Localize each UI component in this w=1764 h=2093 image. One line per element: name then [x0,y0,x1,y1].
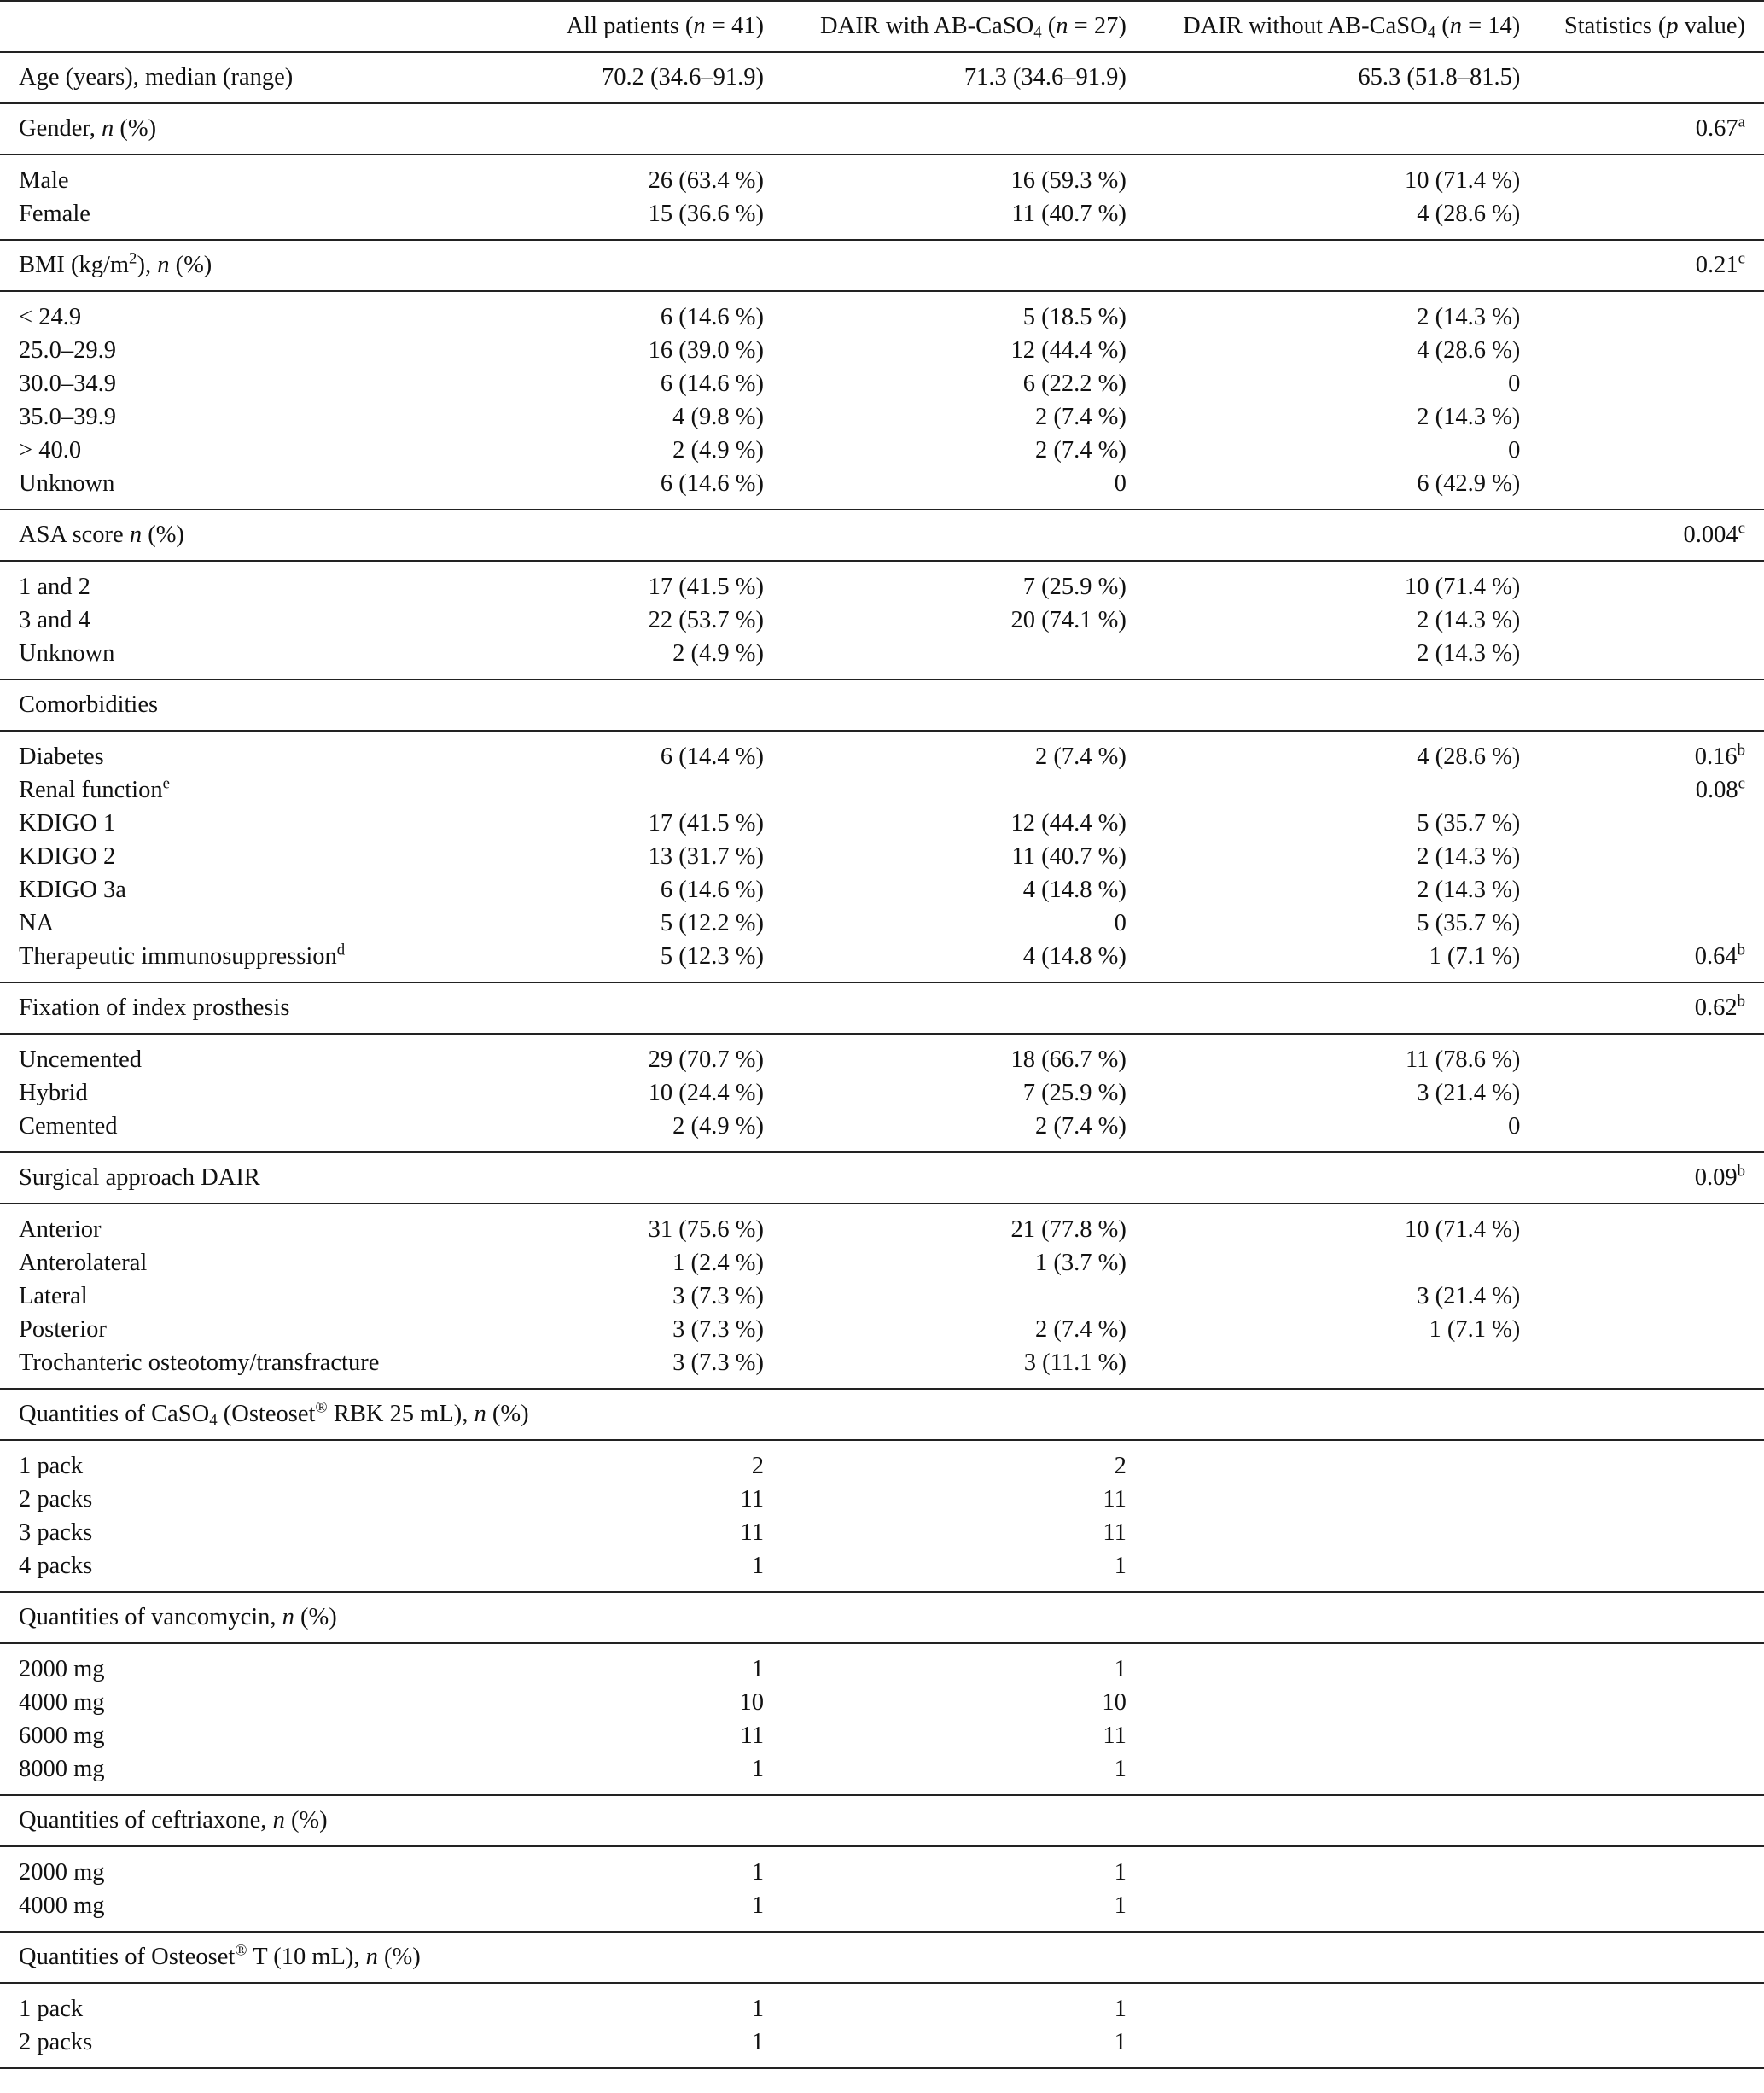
cell-with: 4 (14.8 %) [1022,942,1127,970]
header-dair-without: DAIR without AB-CaSO$_4$ (n = 14) [1145,1,1539,52]
table-row [0,1280,1764,1313]
cell-with: 2 (7.4 %) [1034,1112,1127,1140]
cell-all: 1 [751,1755,764,1782]
age-row [0,52,1764,103]
row-label: 2 packs [19,2028,93,2055]
cell-with: 1 [1114,1892,1127,1919]
cell-all: 1 [751,1858,764,1886]
cell-all: 11 [740,1722,764,1749]
table-row [0,570,1764,603]
cell-all: 29 (70.7 %) [648,1046,764,1073]
row-label: Age (years), median (range) [0,52,548,103]
section-label: ASA score n (%) [0,510,548,561]
cell-all: 13 (31.7 %) [648,842,764,870]
cell-without: 3 (21.4 %) [1417,1079,1521,1106]
cell-with: 2 [1114,1452,1127,1479]
cell-without: 2 (14.3 %) [1417,403,1521,430]
table-row [0,1110,1764,1143]
p-value: 0.004$^c$ [1539,510,1764,561]
table-row [0,1856,1764,1889]
cell-with: 1 [1114,1655,1127,1682]
cell-without: 2 (14.3 %) [1417,606,1521,633]
cell-without: 10 (71.4 %) [1404,573,1521,600]
cell-without: 4 (28.6 %) [1417,200,1521,227]
section-caso4-quantities [0,1389,1764,1440]
row-label: 25.0–29.9 [19,336,116,364]
cell-all: 10 (24.4 %) [648,1079,764,1106]
cell-without: 2 (14.3 %) [1417,876,1521,903]
cell-all: 15 (36.6 %) [648,200,764,227]
row-label: Uncemented [19,1046,143,1073]
cell-with: 1 (3.7 %) [1034,1249,1127,1276]
cell-with: 2 (7.4 %) [1034,403,1127,430]
p-value: 0.67$^a$ [1539,103,1764,154]
cell-with: 20 (74.1 %) [1010,606,1127,633]
p-value: 0.62$^b$ [1539,982,1764,1034]
table-row [0,1313,1764,1346]
cell-all: 11 [740,1519,764,1546]
table-row [0,1483,1764,1516]
row-label: Posterior [19,1315,107,1343]
table-row [0,197,1764,230]
row-label: Therapeutic immunosuppression$^d$ [19,941,346,970]
cell-with [783,1280,1145,1313]
row-label: 6000 mg [19,1722,105,1749]
row-label: 4000 mg [19,1892,105,1919]
cell-all: 31 (75.6 %) [648,1216,764,1243]
section-label: Quantities of Osteoset® T (10 mL), n (%) [0,1932,548,1983]
cell-with: 16 (59.3 %) [1010,166,1127,194]
table-row [0,1213,1764,1246]
table-row [0,434,1764,467]
cell-with: 12 (44.4 %) [1010,336,1127,364]
cell-with: 2 (7.4 %) [1034,743,1127,770]
section-asa [0,510,1764,561]
table-row [0,1752,1764,1786]
table-row [0,300,1764,334]
section-comorbidities [0,679,1764,731]
table-row [0,2026,1764,2059]
cell-with: 2 (7.4 %) [1034,1315,1127,1343]
cell-without: 4 (28.6 %) [1417,743,1521,770]
table-row [0,1346,1764,1379]
p-value: 0.64$^b$ [1694,941,1745,970]
table-row [0,807,1764,840]
cell-without: 4 (28.6 %) [1417,336,1521,364]
row-label: Anterolateral [19,1249,148,1276]
cell-all: 10 [739,1688,764,1716]
cell-without: 5 (35.7 %) [1417,909,1521,936]
cell-all: 3 (7.3 %) [672,1282,764,1309]
cell-with: 1 [1114,1995,1127,2022]
row-label: 1 pack [19,1452,84,1479]
cell-without: 2 (14.3 %) [1417,303,1521,330]
section-label: Fixation of index prosthesis [0,982,548,1034]
cell-with: 3 (11.1 %) [1023,1349,1127,1376]
table-row [0,1719,1764,1752]
section-ceftriaxone-quantities [0,1795,1764,1846]
table-row [0,467,1764,500]
cell-all: 3 (7.3 %) [672,1315,764,1343]
row-label: 1 pack [19,1995,84,2022]
cell-all: 16 (39.0 %) [648,336,764,364]
table-row [0,1992,1764,2026]
p-value: 0.08$^c$ [1695,774,1745,803]
cell-all: 22 (53.7 %) [648,606,764,633]
table-row [0,940,1764,973]
cell-all: 26 (63.4 %) [648,166,764,194]
row-label: 2000 mg [19,1858,105,1886]
row-label: 4 packs [19,1552,93,1579]
cell-all: 5 (12.2 %) [660,909,764,936]
cell-with: 1 [1114,1858,1127,1886]
cell-all: 70.2 (34.6–91.9) [548,52,783,103]
cell-without: 2 (14.3 %) [1417,639,1521,667]
table-row [0,1449,1764,1483]
header-row [0,1,1764,52]
header-blank [0,1,548,52]
section-label: Gender, n (%) [0,103,548,154]
section-label: Quantities of CaSO$_4$ (Osteoset® RBK 25 mL), n (%) [0,1389,548,1440]
section-vancomycin-quantities [0,1592,1764,1643]
row-label: 4000 mg [19,1688,105,1716]
cell-with: 7 (25.9 %) [1022,573,1127,600]
cell-all: 1 [751,1655,764,1682]
cell-with: 0 [1114,909,1127,936]
cell-with: 11 [1103,1485,1127,1513]
cell-with: 10 [1102,1688,1127,1716]
p-value: 0.16$^b$ [1694,741,1745,770]
p-value: 0.21$^c$ [1539,240,1764,291]
table-row [0,840,1764,873]
section-bmi [0,240,1764,291]
cell-with: 11 (40.7 %) [1011,200,1127,227]
section-approach [0,1152,1764,1204]
cell-without: 1 (7.1 %) [1429,942,1521,970]
section-label: Comorbidities [0,679,548,731]
cell-with: 5 (18.5 %) [1022,303,1127,330]
cell-without: 6 (42.9 %) [1417,469,1521,497]
table-row [0,740,1764,773]
row-label: Trochanteric osteotomy/transfracture [19,1349,380,1376]
section-label: Quantities of vancomycin, n (%) [0,1592,548,1643]
cell-with: 0 [1114,469,1127,497]
table-row [0,164,1764,197]
table-row [0,1043,1764,1076]
section-osteoset-t-quantities [0,1932,1764,1983]
row-label: < 24.9 [19,303,82,330]
cell-all: 3 (7.3 %) [672,1349,764,1376]
row-label: Anterior [19,1216,102,1243]
cell-all: 2 (4.9 %) [672,1112,764,1140]
cell-all: 6 (14.4 %) [660,743,764,770]
table-row [0,1549,1764,1583]
row-label: Renal function$^e$ [19,774,170,803]
row-label: Female [19,200,90,227]
cell-without: 10 (71.4 %) [1404,166,1521,194]
row-label: Hybrid [19,1079,88,1106]
row-label: KDIGO 1 [19,809,116,837]
row-label: Unknown [19,639,115,667]
row-label: 1 and 2 [19,573,90,600]
row-label: > 40.0 [19,436,82,463]
row-label: KDIGO 2 [19,842,116,870]
cell-all: 11 [740,1485,764,1513]
cell-with: 1 [1114,1552,1127,1579]
table-row [0,1076,1764,1110]
cell-with: 7 (25.9 %) [1022,1079,1127,1106]
header-statistics: Statistics (p value) [1539,1,1764,52]
row-label: 3 and 4 [19,606,90,633]
row-label: 8000 mg [19,1755,105,1782]
cell-with: 71.3 (34.6–91.9) [783,52,1145,103]
cell-all: 1 (2.4 %) [672,1249,764,1276]
section-gender [0,103,1764,154]
cell-all: 5 (12.3 %) [660,942,764,970]
cell-all: 1 [751,1995,764,2022]
cell-all: 2 (4.9 %) [672,436,764,463]
cell-without: 3 (21.4 %) [1417,1282,1521,1309]
cell-all: 1 [751,1552,764,1579]
cell-with: 12 (44.4 %) [1010,809,1127,837]
cell-without: 0 [1508,370,1521,397]
cell-all: 6 (14.6 %) [660,303,764,330]
cell-with: 4 (14.8 %) [1022,876,1127,903]
cell-without: 10 (71.4 %) [1404,1216,1521,1243]
row-label: 2 packs [19,1485,93,1513]
cell-with [783,637,1145,670]
cell-without [1145,1346,1539,1379]
row-label: 3 packs [19,1519,93,1546]
table-row [0,1686,1764,1719]
section-label: Surgical approach DAIR [0,1152,548,1204]
table-row [0,603,1764,637]
section-fixation [0,982,1764,1034]
header-all-patients: All patients (n = 41) [548,1,783,52]
table-row [0,1653,1764,1686]
cell-with: 1 [1114,2028,1127,2055]
cell-without: 0 [1508,1112,1521,1140]
row-label: KDIGO 3a [19,876,126,903]
row-label: Diabetes [19,743,104,770]
cell-with: 2 (7.4 %) [1034,436,1127,463]
table-row [0,907,1764,940]
cell-all: 17 (41.5 %) [648,809,764,837]
table-row [0,334,1764,367]
cell-without: 5 (35.7 %) [1417,809,1521,837]
cell-with: 18 (66.7 %) [1010,1046,1127,1073]
table-row [0,873,1764,907]
table-row [0,367,1764,400]
table-row [0,773,1764,807]
cell-all: 6 (14.6 %) [660,469,764,497]
row-label: NA [19,909,55,936]
table-row [0,1516,1764,1549]
cell-without: 2 (14.3 %) [1417,842,1521,870]
cell-all: 6 (14.6 %) [660,370,764,397]
row-label: Cemented [19,1112,118,1140]
section-label: Quantities of ceftriaxone, n (%) [0,1795,548,1846]
p-value: 0.09$^b$ [1539,1152,1764,1204]
cell-without: 0 [1508,436,1521,463]
row-label: Lateral [19,1282,88,1309]
row-label: 2000 mg [19,1655,105,1682]
row-label: 35.0–39.9 [19,403,116,430]
cell-with: 11 (40.7 %) [1011,842,1127,870]
cell-with: 6 (22.2 %) [1022,370,1127,397]
table-row [0,637,1764,670]
cell-without: 65.3 (51.8–81.5) [1145,52,1539,103]
cell-all: 1 [751,1892,764,1919]
table-row [0,1246,1764,1280]
cell-p [1539,52,1764,103]
row-label: 30.0–34.9 [19,370,116,397]
header-dair-with: DAIR with AB-CaSO$_4$ (n = 27) [783,1,1145,52]
cell-with: 1 [1114,1755,1127,1782]
cell-with: 11 [1103,1519,1127,1546]
section-label: BMI $(kg/m^2)$, n (%) [0,240,548,291]
cell-without [1145,1246,1539,1280]
cell-all: 2 (4.9 %) [672,639,764,667]
cell-all: 2 [751,1452,764,1479]
cell-all: 17 (41.5 %) [648,573,764,600]
row-label: Unknown [19,469,115,497]
cell-all: 4 (9.8 %) [672,403,764,430]
row-label: Male [19,166,69,194]
cell-with: 11 [1103,1722,1127,1749]
cell-with: 21 (77.8 %) [1010,1216,1127,1243]
table-row [0,1889,1764,1922]
cell-without: 11 (78.6 %) [1406,1046,1521,1073]
cell-all: 1 [751,2028,764,2055]
cell-without: 1 (7.1 %) [1429,1315,1521,1343]
table-row [0,400,1764,434]
cell-all: 6 (14.6 %) [660,876,764,903]
